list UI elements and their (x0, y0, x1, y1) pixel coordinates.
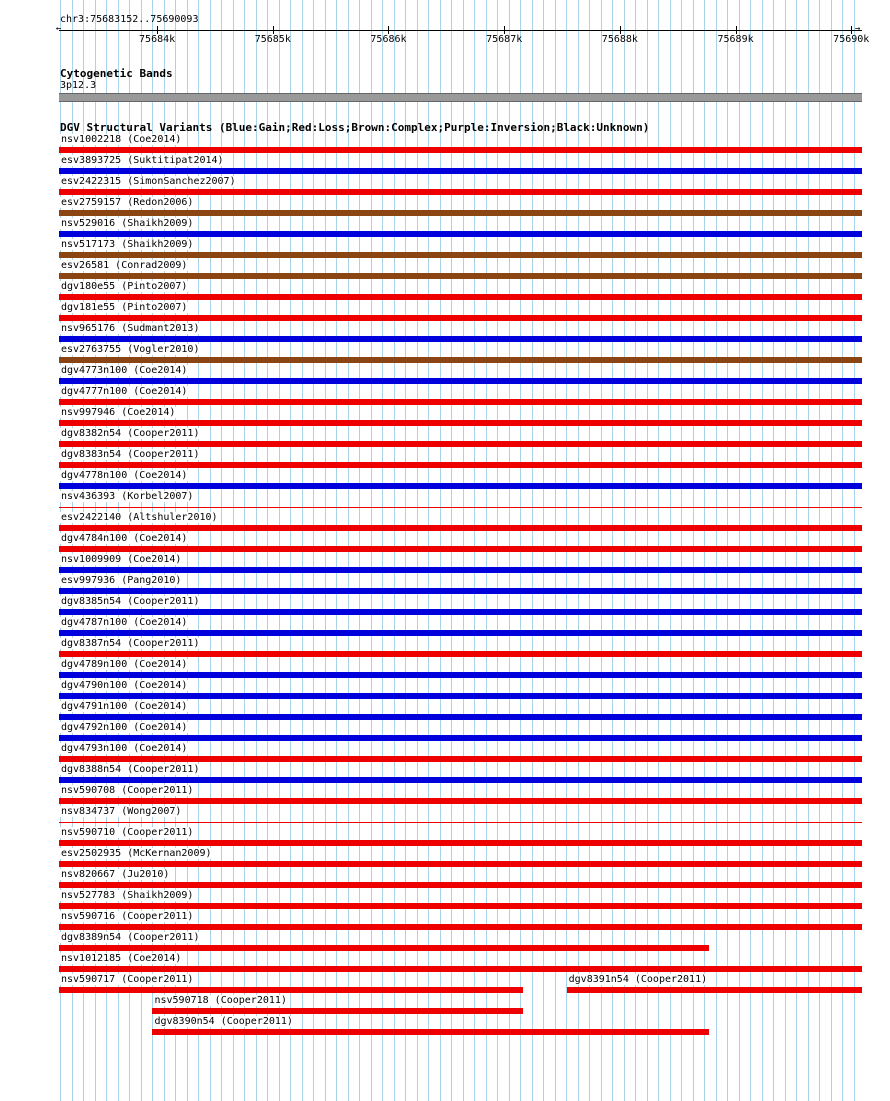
ruler-tick (273, 26, 274, 34)
dgv-feature-label[interactable]: nsv436393 (Korbel2007) (61, 491, 194, 502)
dgv-feature-bar[interactable] (59, 378, 862, 384)
dgv-feature-label[interactable]: dgv4784n100 (Coe2014) (61, 533, 188, 544)
ruler-position: chr3:75683152..75690093 (60, 14, 199, 25)
dgv-feature-label[interactable]: dgv4792n100 (Coe2014) (61, 722, 188, 733)
dgv-feature-bar[interactable] (59, 777, 862, 783)
dgv-feature-bar[interactable] (59, 252, 862, 258)
dgv-feature-bar[interactable] (59, 462, 862, 468)
dgv-feature-label[interactable]: dgv8391n54 (Cooper2011) (568, 974, 708, 985)
ruler-tick-label: 75687k (486, 34, 523, 45)
dgv-feature-label[interactable]: dgv4777n100 (Coe2014) (61, 386, 188, 397)
dgv-feature-label[interactable]: nsv517173 (Shaikh2009) (61, 239, 194, 250)
dgv-feature-label[interactable]: dgv8387n54 (Cooper2011) (61, 638, 200, 649)
dgv-feature-bar[interactable] (59, 714, 862, 720)
dgv-feature-label[interactable]: nsv1002218 (Coe2014) (61, 134, 182, 145)
dgv-feature-bar[interactable] (152, 1029, 708, 1035)
dgv-feature-bar[interactable] (59, 189, 862, 195)
dgv-feature-bar[interactable] (59, 609, 862, 615)
dgv-feature-bar[interactable] (152, 1008, 522, 1014)
dgv-feature-bar[interactable] (59, 861, 862, 867)
dgv-track-title: DGV Structural Variants (Blue:Gain;Red:Loss;Brown:Complex;Purple:Inversion;Black:Unknown) (60, 121, 650, 134)
dgv-feature-label[interactable]: esv26581 (Conrad2009) (61, 260, 188, 271)
dgv-feature-label[interactable]: dgv8382n54 (Cooper2011) (61, 428, 200, 439)
dgv-feature-bar[interactable] (59, 903, 862, 909)
dgv-feature-bar[interactable] (59, 420, 862, 426)
dgv-feature-bar[interactable] (59, 273, 862, 279)
dgv-feature-bar[interactable] (59, 840, 862, 846)
dgv-feature-label[interactable]: dgv4790n100 (Coe2014) (61, 680, 188, 691)
dgv-feature-label[interactable]: dgv180e55 (Pinto2007) (61, 281, 188, 292)
dgv-feature-label[interactable]: dgv4791n100 (Coe2014) (61, 701, 188, 712)
dgv-feature-label[interactable]: dgv8385n54 (Cooper2011) (61, 596, 200, 607)
ruler-tick (736, 26, 737, 34)
dgv-feature-label[interactable]: dgv8388n54 (Cooper2011) (61, 764, 200, 775)
dgv-feature-bar[interactable] (59, 672, 862, 678)
dgv-feature-bar[interactable] (59, 756, 862, 762)
dgv-feature-label[interactable]: nsv997946 (Coe2014) (61, 407, 176, 418)
ruler-tick (620, 26, 621, 34)
dgv-feature-bar[interactable] (59, 987, 523, 993)
scale-ruler (0, 26, 890, 50)
ruler-arrow-right-icon: → (855, 24, 861, 34)
ruler-tick-label: 75689k (717, 34, 754, 45)
ruler-arrow-left-icon: ← (56, 24, 62, 34)
cytoband-label: 3p12.3 (60, 80, 97, 91)
dgv-feature-label[interactable]: dgv4773n100 (Coe2014) (61, 365, 188, 376)
dgv-feature-bar[interactable] (567, 987, 862, 993)
dgv-feature-label[interactable]: esv2763755 (Vogler2010) (61, 344, 200, 355)
dgv-feature-bar[interactable] (59, 210, 862, 216)
dgv-feature-bar[interactable] (59, 294, 862, 300)
dgv-feature-label[interactable]: nsv527783 (Shaikh2009) (61, 890, 194, 901)
dgv-feature-bar[interactable] (59, 693, 862, 699)
dgv-feature-bar[interactable] (59, 399, 862, 405)
dgv-feature-bar[interactable] (59, 798, 862, 804)
ruler-tick (157, 26, 158, 34)
dgv-feature-label[interactable]: nsv590710 (Cooper2011) (61, 827, 194, 838)
dgv-feature-bar[interactable] (59, 567, 862, 573)
dgv-feature-bar[interactable] (59, 735, 862, 741)
dgv-feature-bar[interactable] (59, 168, 862, 174)
dgv-feature-label[interactable]: dgv4778n100 (Coe2014) (61, 470, 188, 481)
dgv-feature-bar[interactable] (59, 315, 862, 321)
dgv-feature-bar[interactable] (59, 588, 862, 594)
dgv-feature-label[interactable]: nsv529016 (Shaikh2009) (61, 218, 194, 229)
cytoband-track-title: Cytogenetic Bands (60, 67, 173, 80)
dgv-feature-bar[interactable] (59, 525, 862, 531)
ruler-tick (504, 26, 505, 34)
dgv-feature-bar[interactable] (59, 441, 862, 447)
dgv-feature-bar[interactable] (59, 945, 709, 951)
dgv-feature-bar[interactable] (59, 483, 862, 489)
dgv-feature-label[interactable]: esv2422315 (SimonSanchez2007) (61, 176, 236, 187)
dgv-feature-label[interactable]: dgv8383n54 (Cooper2011) (61, 449, 200, 460)
ruler-tick-label: 75685k (254, 34, 291, 45)
dgv-feature-label[interactable]: esv2422140 (Altshuler2010) (61, 512, 218, 523)
dgv-feature-label[interactable]: nsv834737 (Wong2007) (61, 806, 182, 817)
dgv-feature-label[interactable]: dgv8390n54 (Cooper2011) (154, 1016, 293, 1027)
dgv-feature-label[interactable]: dgv181e55 (Pinto2007) (61, 302, 188, 313)
dgv-feature-label[interactable]: esv3893725 (Suktitipat2014) (61, 155, 224, 166)
dgv-feature-bar[interactable] (59, 546, 862, 552)
dgv-feature-bar[interactable] (59, 924, 862, 930)
ruler-tick-label: 75690k (833, 34, 870, 45)
dgv-feature-bar[interactable] (59, 336, 862, 342)
ruler-tick (388, 26, 389, 34)
dgv-feature-label[interactable]: nsv590716 (Cooper2011) (61, 911, 194, 922)
dgv-feature-label[interactable]: nsv590708 (Cooper2011) (61, 785, 194, 796)
dgv-feature-label[interactable]: dgv4787n100 (Coe2014) (61, 617, 188, 628)
dgv-feature-bar[interactable] (59, 231, 862, 237)
dgv-feature-label[interactable]: dgv4793n100 (Coe2014) (61, 743, 188, 754)
ruler-tick (851, 26, 852, 34)
ruler-axis (59, 30, 862, 31)
dgv-feature-label[interactable]: nsv590718 (Cooper2011) (154, 995, 287, 1006)
ruler-tick-label: 75688k (601, 34, 638, 45)
dgv-feature-bar[interactable] (59, 822, 862, 823)
dgv-feature-label[interactable]: nsv820667 (Ju2010) (61, 869, 170, 880)
dgv-feature-label[interactable]: nsv590717 (Cooper2011) (61, 974, 194, 985)
dgv-feature-bar[interactable] (59, 882, 862, 888)
dgv-feature-label[interactable]: nsv1012185 (Coe2014) (61, 953, 182, 964)
dgv-feature-bar[interactable] (59, 630, 862, 636)
dgv-feature-label[interactable]: nsv1009909 (Coe2014) (61, 554, 182, 565)
dgv-feature-bar[interactable] (59, 147, 862, 153)
dgv-feature-label[interactable]: dgv4789n100 (Coe2014) (61, 659, 188, 670)
dgv-feature-bar[interactable] (59, 966, 862, 972)
dgv-feature-bar[interactable] (59, 507, 862, 508)
ruler-tick-label: 75684k (139, 34, 176, 45)
dgv-feature-bar[interactable] (59, 357, 862, 363)
dgv-feature-label[interactable]: nsv965176 (Sudmant2013) (61, 323, 200, 334)
dgv-feature-label[interactable]: dgv8389n54 (Cooper2011) (61, 932, 200, 943)
dgv-feature-bar[interactable] (59, 651, 862, 657)
dgv-feature-label[interactable]: esv997936 (Pang2010) (61, 575, 182, 586)
cytoband-bar[interactable] (59, 93, 862, 102)
dgv-feature-label[interactable]: esv2759157 (Redon2006) (61, 197, 194, 208)
dgv-feature-label[interactable]: esv2502935 (McKernan2009) (61, 848, 212, 859)
ruler-tick-label: 75686k (370, 34, 407, 45)
